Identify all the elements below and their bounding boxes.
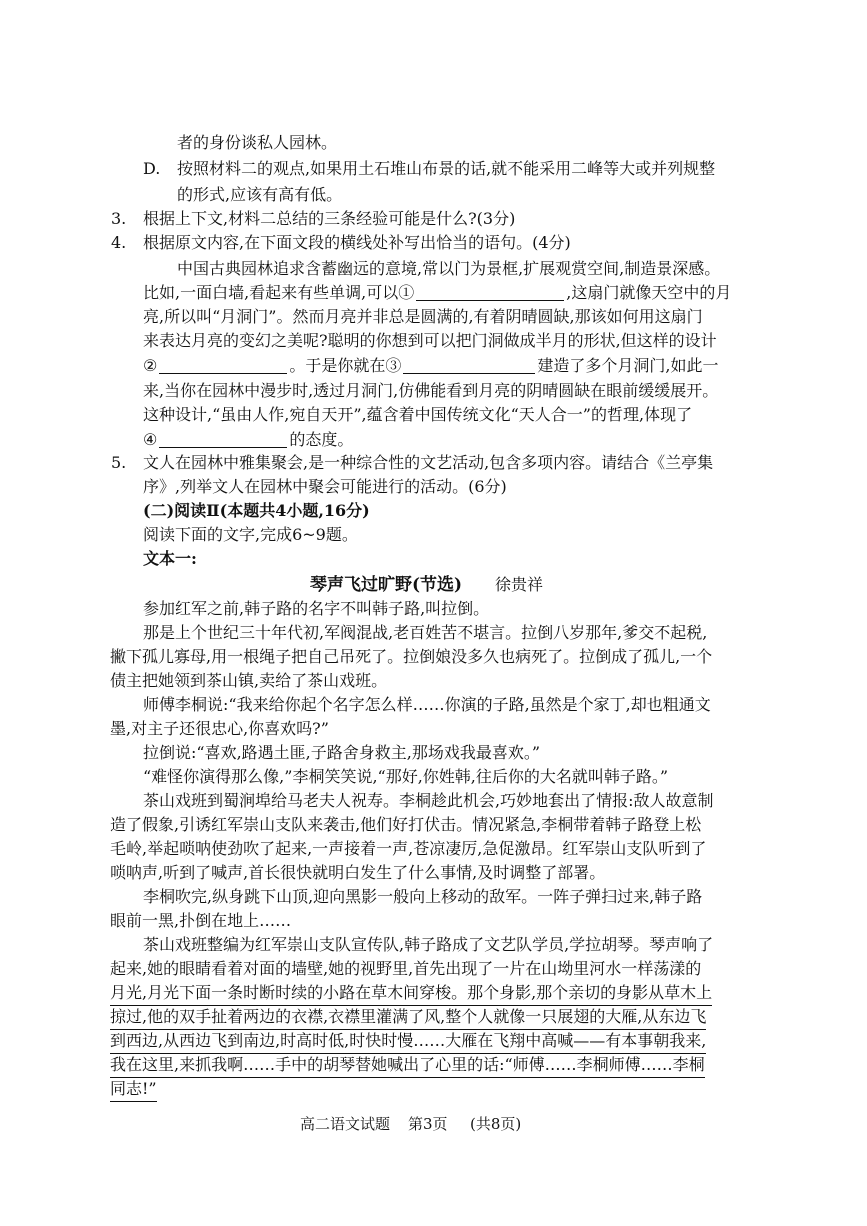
q4-passage-segment: ② (143, 356, 158, 375)
article-line: 债主把她领到茶山镇,卖给了茶山戏班。 (110, 671, 388, 690)
blank-1 (416, 284, 564, 301)
q4-passage-segment: ④ (143, 430, 158, 449)
q4-text: 根据原文内容,在下面文段的横线处补写出恰当的语句。(4分) (143, 233, 571, 252)
footer-subject: 高二语文试题 (300, 1115, 391, 1133)
q4-passage-segment: 。于是你就在③ (289, 356, 402, 375)
article-line: “难怪你演得那么像,”李桐笑笑说,“那好,你姓韩,往后你的大名就叫韩子路。” (143, 767, 669, 786)
q3-text: 根据上下文,材料二总结的三条经验可能是什么?(3分) (143, 209, 516, 228)
q3-number: 3. (111, 209, 127, 228)
article-line: 起来,她的眼睛看着对面的墙壁,她的视野里,首先出现了一片在山坳里河水一样荡漾的 (110, 959, 702, 978)
article-line-underlined: 我在这里,来抓我啊……手中的胡琴替她喊出了心里的话:“师傅……李桐师傅……李桐 (110, 1054, 705, 1078)
q4-passage-line (143, 355, 718, 377)
article-line: 唢呐声,听到了喊声,首长很快就明白发生了什么事情,及时调整了部署。 (110, 863, 606, 882)
section-heading: (二)阅读Ⅱ(本题共4小题,16分) (143, 501, 370, 520)
q2-continued-text: 者的身份谈私人园林。 (177, 133, 338, 152)
q4-passage-segment: ,这扇门就像天空中的月 (566, 283, 732, 302)
article-line-underlined: 掠过,他的双手扯着两边的衣襟,衣襟里灌满了风,整个人就像一只展翅的大雁,从东边飞 (110, 1006, 706, 1030)
q4-passage-line (143, 282, 731, 304)
article-line: 茶山戏班整编为红军崇山支队宣传队,韩子路成了文艺队学员,学拉胡琴。琴声响了 (143, 935, 714, 954)
q5-line1: 文人在园林中雅集聚会,是一种综合性的文艺活动,包含多项内容。请结合《兰亭集 (143, 453, 714, 472)
article-line: 茶山戏班到蜀涧埠给马老夫人祝寿。李桐趁此机会,巧妙地套出了情报:敌人故意制 (143, 791, 714, 810)
q4-passage-line: 这种设计,“虽由人作,宛自天开”,蕴含着中国传统文化“天人合一”的哲理,体现了 (143, 405, 693, 424)
article-line-underlined: 月光,月光下面一条时断时续的小路在草木间穿梭。那个身影,那个亲切的身影从草木上 (110, 982, 712, 1006)
article-line: 参加红军之前,韩子路的名字不叫韩子路,叫拉倒。 (143, 599, 490, 618)
q4-passage-segment: 的态度。 (289, 430, 354, 449)
article-title: 琴声飞过旷野(节选) (310, 575, 463, 595)
section-instruction: 阅读下面的文字,完成6~9题。 (143, 525, 358, 544)
q2-option-d-line2: 的形式,应该有高有低。 (177, 185, 343, 204)
q4-passage-line (143, 429, 353, 451)
q4-number: 4. (111, 233, 127, 252)
q2-option-d-line1: 按照材料二的观点,如果用土石堆山布景的话,就不能采用二峰等大或并列规整 (177, 159, 716, 178)
article-line: 眼前一黑,扑倒在地上…… (110, 911, 292, 930)
article-line-underlined: 同志!” (110, 1078, 157, 1102)
blank-3 (403, 357, 535, 374)
q4-passage-segment: 比如,一面白墙,看起来有些单调,可以① (143, 283, 415, 302)
q5-number: 5. (111, 453, 127, 472)
article-line: 墨,对主子还很忠心,你喜欢吗?” (110, 719, 329, 738)
blank-4 (159, 431, 287, 448)
q4-passage-line: 来,当你在园林中漫步时,透过月洞门,仿佛能看到月亮的阴晴圆缺在眼前缓缓展开。 (143, 381, 719, 400)
article-line: 拉倒说:“喜欢,路遇土匪,子路舍身救主,那场戏我最喜欢。” (143, 743, 541, 762)
q5-line2: 序》,列举文人在园林中聚会可能进行的活动。(6分) (143, 477, 507, 496)
article-line: 毛岭,举起唢呐使劲吹了起来,一声接着一声,苍凉凄厉,急促激昂。红军崇山支队听到了 (110, 839, 707, 858)
q4-passage-line: 亮,所以叫“月洞门”。然而月亮并非总是圆满的,有着阴晴圆缺,那该如何用这扇门 (143, 307, 703, 326)
article-line-underlined: 到西边,从西边飞到南边,时高时低,时快时慢……大雁在飞翔中高喊——有本事朝我来, (110, 1030, 706, 1054)
q2-option-d-label: D. (143, 159, 161, 178)
article-line: 李桐吹完,纵身跳下山顶,迎向黑影一般向上移动的敌军。一阵子弹扫过来,韩子路 (143, 887, 703, 906)
footer-page: 第3页 (408, 1115, 448, 1133)
article-author: 徐贵祥 (495, 575, 544, 594)
blank-2 (159, 357, 287, 374)
article-line: 师傅李桐说:“我来给你起个名字怎么样……你演的子路,虽然是个家丁,却也粗通文 (143, 695, 711, 714)
q4-passage-line: 来表达月亮的变幻之美呢?聪明的你想到可以把门洞做成半月的形状,但这样的设计 (143, 331, 717, 350)
text-label: 文本一: (143, 549, 197, 568)
q4-passage-segment: 建造了多个月洞门,如此一 (537, 356, 719, 375)
article-line: 那是上个世纪三十年代初,军阀混战,老百姓苦不堪言。拉倒八岁那年,爹交不起税, (143, 623, 708, 642)
article-line: 撇下孤儿寡母,用一根绳子把自己吊死了。拉倒娘没多久也病死了。拉倒成了孤儿,一个 (110, 647, 713, 666)
article-line: 造了假象,引诱红军崇山支队来袭击,他们好打伏击。情况紧急,李桐带着韩子路登上松 (110, 815, 702, 834)
footer-total: (共8页) (470, 1115, 522, 1133)
q4-passage-line: 中国古典园林追求含蓄幽远的意境,常以门为景框,扩展观赏空间,制造景深感。 (177, 259, 721, 278)
